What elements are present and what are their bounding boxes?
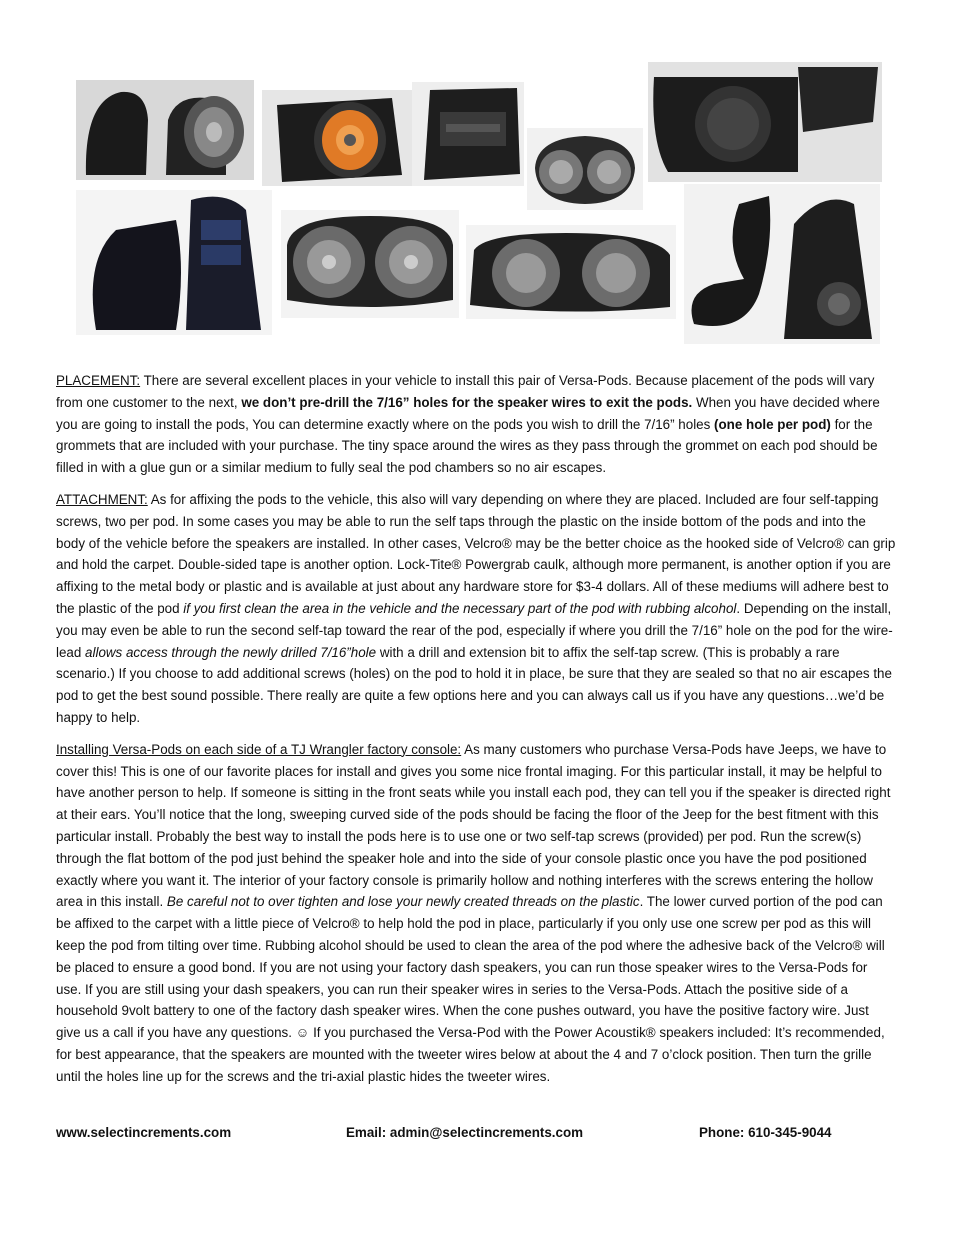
installing-italic-1: Be careful not to over tighten and lose your newly created threads on the plastic — [166, 894, 640, 910]
placement-paragraph — [56, 370, 896, 479]
body-text — [56, 370, 896, 1098]
website-link[interactable]: www.selectincrements.com — [56, 1125, 232, 1140]
installing-paragraph — [56, 739, 896, 1088]
photo-console-pods-blue — [76, 190, 272, 335]
placement-bold-2: (one hole per pod) — [714, 416, 831, 432]
photo-black-pod-pair — [76, 80, 254, 180]
attachment-italic-1: if you first clean the area in the vehicle and the necessary part of the pod with rubbing alcohol — [183, 600, 737, 616]
attachment-italic-2: allows access through the newly drilled 7/16”hole — [85, 644, 377, 660]
photo-dash-pod-pair — [648, 62, 882, 182]
phone-contact: Phone: 610-345-9044 — [699, 1125, 832, 1140]
attachment-heading: ATTACHMENT: — [56, 491, 148, 507]
attachment-text-2: . Depending on the install, you may even be able to run the second self-tap toward the rear of the pod, especially if where you drill the 7/16” hole on the pod for the wire-lead — [56, 600, 893, 660]
photo-flat-panel-box — [412, 82, 524, 186]
placement-text-3: for the grommets that are included with your purchase. The tiny space around the wires as they pass through the grommet on each pod should be filled in with a glue gun or a similar medium to fully seal the pod chambers so no air escapes. — [56, 416, 878, 476]
photo-double-pod-open — [466, 225, 676, 319]
contact-footer — [56, 1125, 896, 1147]
email-contact[interactable]: Email: admin@selectincrements.com — [346, 1125, 584, 1140]
placement-bold-1: we don’t pre-drill the 7/16” holes for the speaker wires to exit the pods. — [241, 394, 693, 410]
installing-text-1: As many customers who purchase Versa-Pods have Jeeps, we have to cover this! This is one of our favorite places for install and gives you some nice frontal imaging. For this particular install, it may be helpful to have another person to help. If someone is sitting in the front seats while you install each pod, they can tell you if the speaker is directed right at their ears. You’ll notice that the long, sweeping curved side of the pods should be facing the floor of the Jeep for the best fitment with this particular install. Probably the best way to install the pods here is to use one or two self-tap screws (provided) per pod. Run the screw(s) through the flat bottom of the pod just behind the speaker hole and into the side of your console plastic once you have the pod positioned exactly where you want it. The interior of your factory console is primarily hollow and nothing interferes with the screws entering the hollow area in this install. — [56, 741, 891, 910]
placement-heading: PLACEMENT: — [56, 373, 141, 388]
placement-text-1: There are several excellent places in your vehicle to install this pair of Versa-Pods. Because placement of the pods will vary from one customer to the next, — [56, 373, 875, 410]
photo-small-dual-pod — [527, 128, 643, 210]
installing-heading: Installing Versa-Pods on each side of a TJ Wrangler factory console: — [56, 741, 462, 757]
attachment-paragraph — [56, 489, 896, 729]
photo-curved-pods — [684, 184, 880, 344]
attachment-text-3: with a drill and extension bit to affix the self-tap screw. (This is probably a rare scenario.) If you choose to add additional screws (holes) on the pod to hold it in place, be sure that they are sealed so that no air escapes the pod to get the best sound possible. There really are quite a few options here and you can always call us if you have any questions…we’d be happy to help. — [56, 644, 892, 725]
photo-dual-speaker-pod — [281, 210, 459, 318]
placement-text-2: When you have decided where you are going to install the pods, You can determine exactly where on the pods you wish to drill the 7/16” holes — [56, 394, 880, 432]
installing-text-2: . The lower curved portion of the pod can be affixed to the carpet with a little piece of Velcro® to help hold the pod in place, particularly if you only use one screw per pod as this will keep the pod from tilting over time. Rubbing alcohol should be used to clean the area of the pod where the adhesive back of the Velcro® will be placed to ensure a good bond. If you are not using your factory dash speakers, you can run those speaker wires to the Versa-Pods for use. If you are still using your dash speakers, you can run their speaker wires in series to the Versa-Pods. Attach the positive side of a household 9volt battery to one of the factory dash speaker wires. When the cone pushes outward, you have the positive factory wire. Just give us a call if you have any questions. ☺ If you purchased the Versa-Pod with the Power Acoustik® speakers included: It’s recommended, for best appearance, that the speakers are mounted with the tweeter wires below at about the 4 and 7 o’clock position. Then turn the grille until the holes line up for the screws and the tri-axial plastic hides the tweeter wires. — [56, 894, 885, 1084]
attachment-text-1: As for affixing the pods to the vehicle, this also will vary depending on where they are placed. Included are four self-tapping screws, two per pod. In some cases you may be able to run the self taps through the plastic on the inside bottom of the pods and into the body of the vehicle before the speakers are installed. In other cases, Velcro® may be the better choice as the hooked side of Velcro® can grip and hold the carpet. Double-sided tape is another option. Lock-Tite® Powergrab caulk, although more permanent, is another option if you are affixing to the metal body or plastic and is available at just about any hardware store for $3-4 dollars. All of these mediums will adhere best to the plastic of the pod — [56, 491, 896, 616]
photo-subwoofer-box — [262, 90, 414, 186]
product-photo-collage — [0, 0, 954, 360]
